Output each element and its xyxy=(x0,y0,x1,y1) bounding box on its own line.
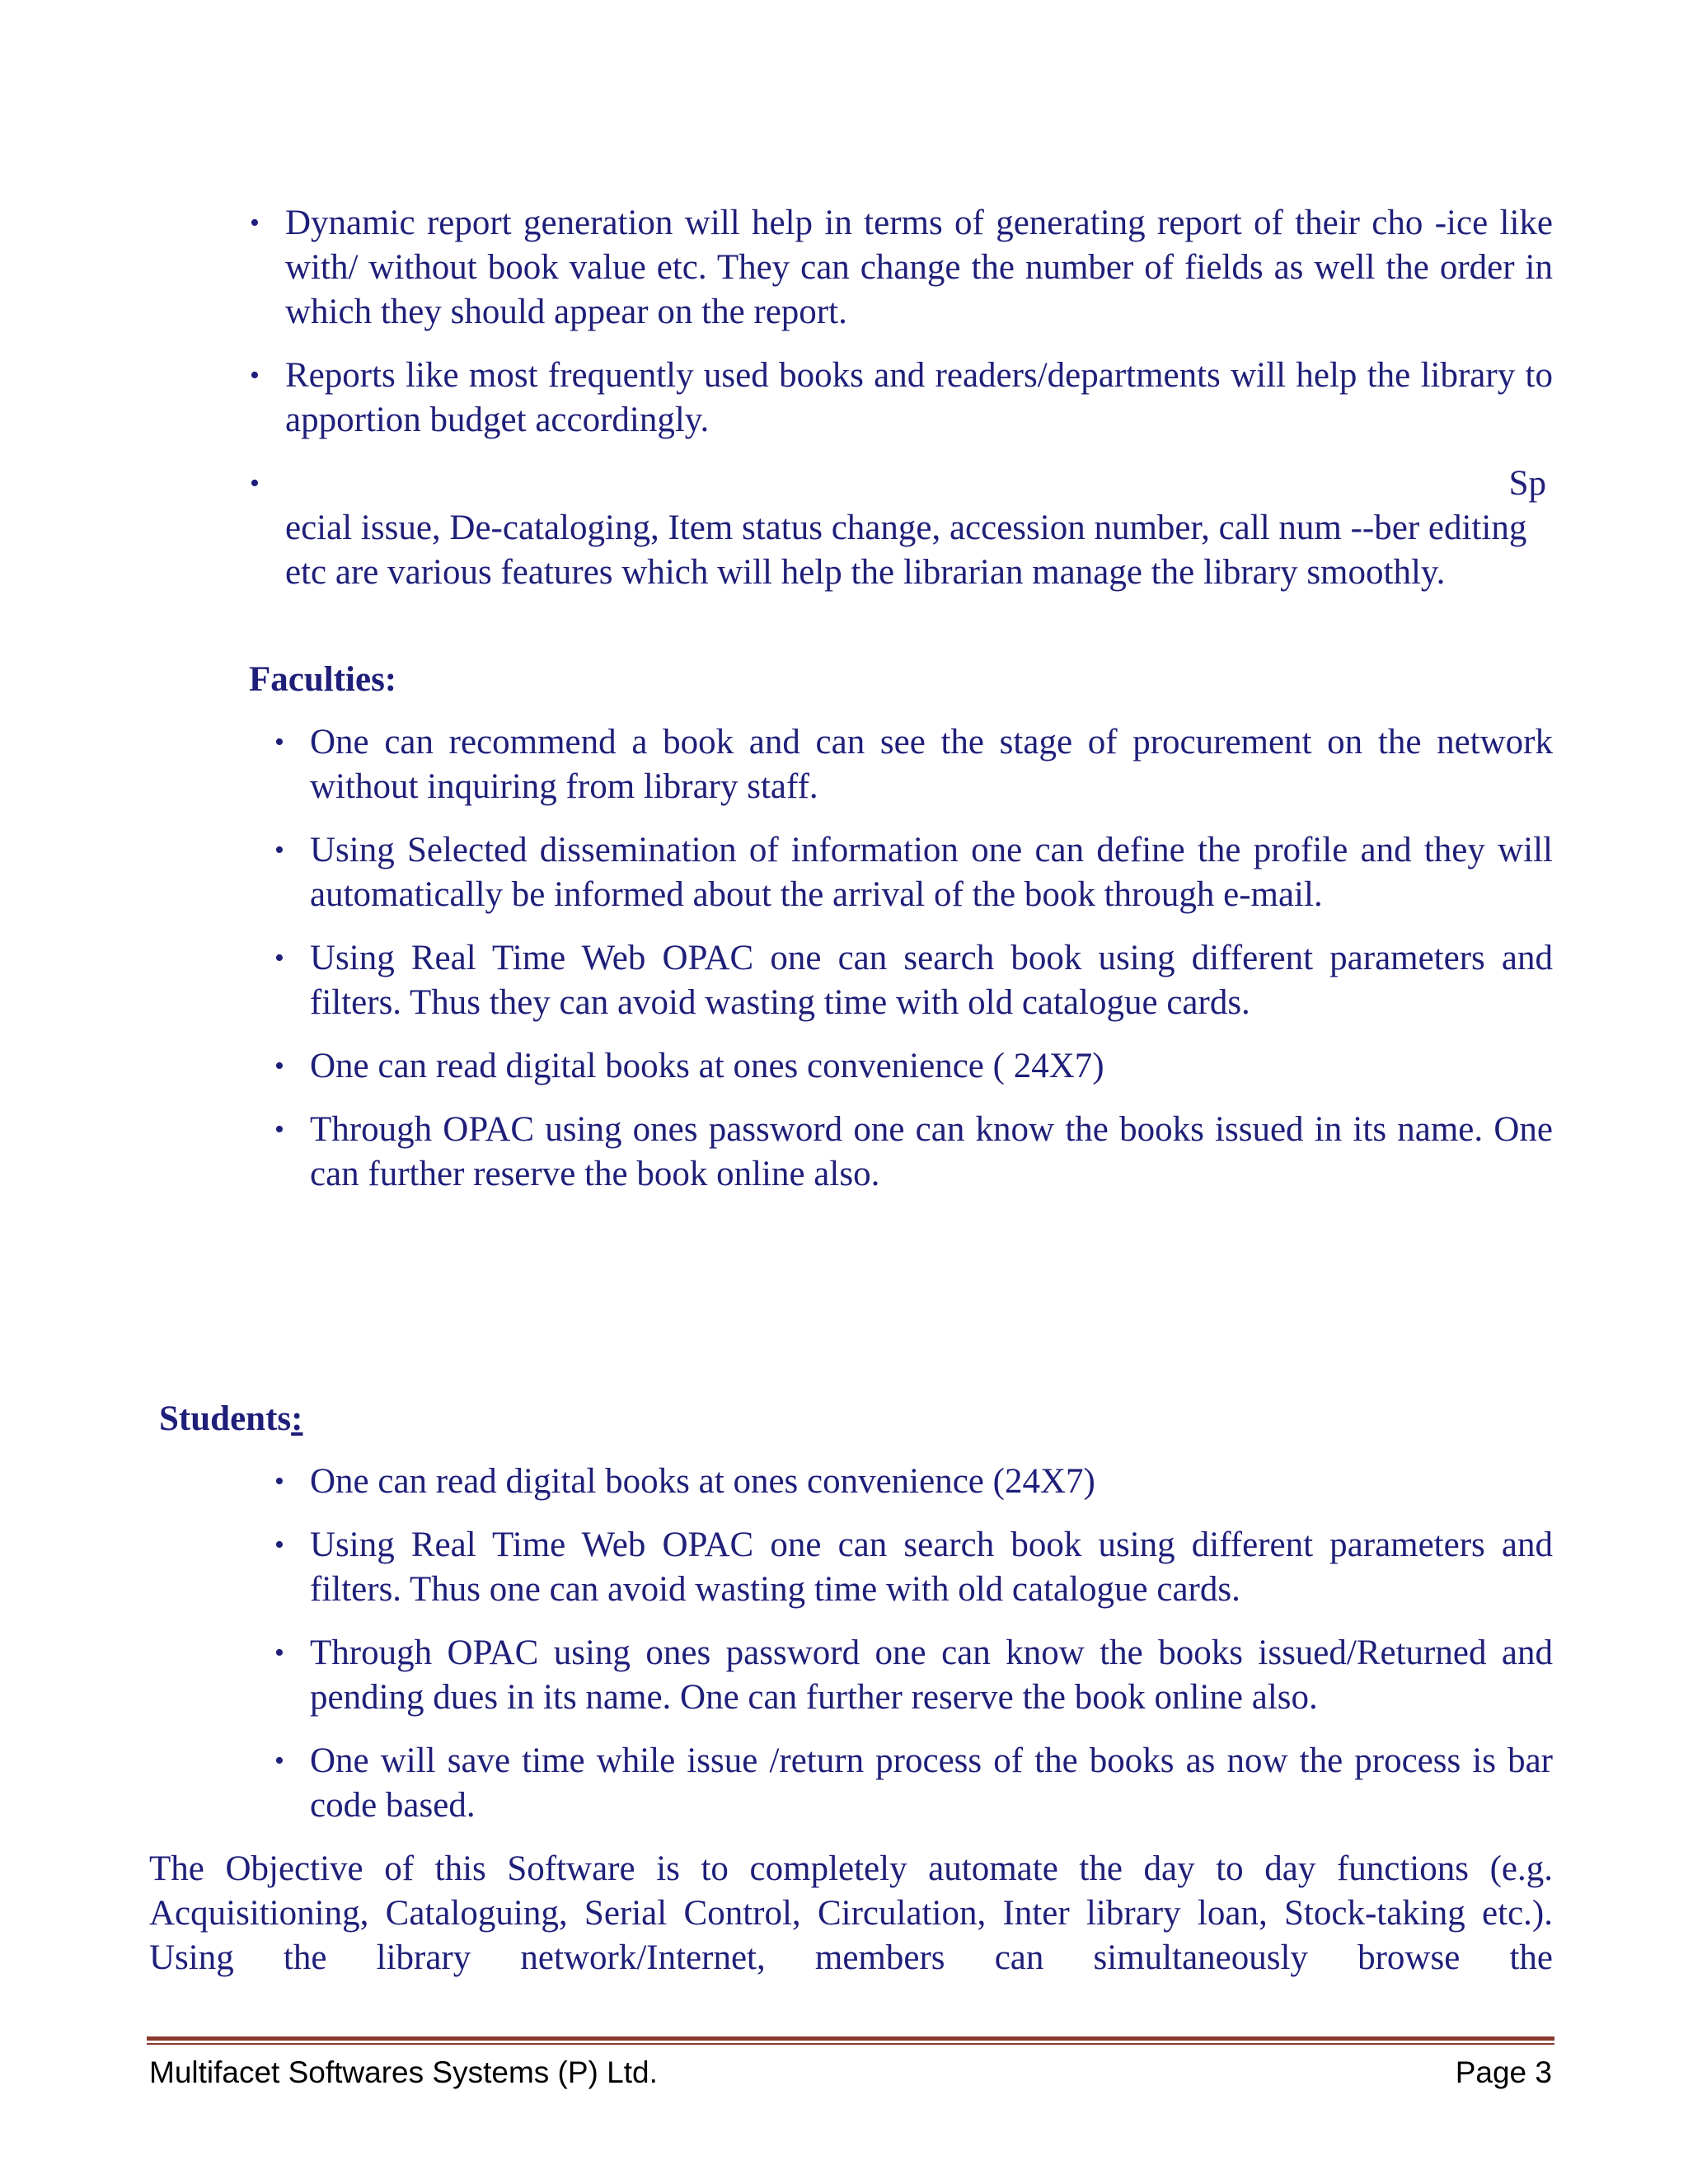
bullet-icon: • xyxy=(274,1530,284,1560)
bullet-icon: • xyxy=(250,468,260,499)
list-item xyxy=(274,1044,1553,1089)
list-item xyxy=(274,1739,1553,1828)
students-bullet-list xyxy=(274,1460,1553,1847)
footer-page-number: Page 3 xyxy=(1455,2055,1552,2089)
list-item-text: Using Real Time Web OPAC one can search book using different parameters and filters. Thus one can avoid wasting time with old catalogue cards. xyxy=(310,1526,1553,1609)
bullet-icon: • xyxy=(274,835,284,865)
footer-divider-thin xyxy=(147,2043,1554,2045)
bullet-icon: • xyxy=(274,1114,284,1145)
faculties-heading: Faculties: xyxy=(249,660,397,699)
faculties-bullet-list xyxy=(274,720,1553,1216)
list-item xyxy=(274,1523,1553,1612)
bullet-icon: • xyxy=(250,360,260,391)
list-item xyxy=(274,936,1553,1025)
students-heading-text: Students xyxy=(159,1399,292,1438)
list-item-text: One can read digital books at ones convenience ( 24X7) xyxy=(310,1047,1104,1085)
bullet-icon: • xyxy=(274,1638,284,1668)
bullet-icon: • xyxy=(250,208,260,238)
list-item-text: One will save time while issue /return process of the books as now the process is bar code based. xyxy=(310,1741,1553,1825)
list-item-text: One can recommend a book and can see the stage of procurement on the network without inquiring from library staff. xyxy=(310,723,1553,806)
list-item xyxy=(250,354,1553,443)
bullet-icon: • xyxy=(274,1051,284,1081)
list-item-lead-text: Sp xyxy=(1508,464,1546,503)
bullet-icon: • xyxy=(274,1466,284,1497)
list-item-text: Reports like most frequently used books and readers/departments will help the library to apportion budget accordingly. xyxy=(285,356,1553,439)
bullet-icon: • xyxy=(274,1746,284,1776)
footer-divider xyxy=(147,2036,1554,2041)
list-item-text: Through OPAC using ones password one can know the books issued in its name. One can further reserve the book online also. xyxy=(310,1110,1553,1193)
list-item xyxy=(274,1460,1553,1504)
list-item xyxy=(274,1631,1553,1720)
bullet-icon: • xyxy=(274,727,284,757)
list-item xyxy=(250,201,1553,335)
list-item-text: ecial issue, De-cataloging, Item status change, accession number, call num --ber editing etc are various features which will help the librarian manage the library smoothly. xyxy=(285,509,1527,592)
students-heading xyxy=(159,1397,302,1441)
list-item xyxy=(274,828,1553,917)
objective-paragraph: The Objective of this Software is to completely automate the day to day functions (e.g. Acquisitioning, Cataloguing, Serial Control, Circulation, Inter library loan, Stock-taking etc.). Using the library network/Internet, members can simultaneously browse the xyxy=(149,1849,1553,1977)
list-item-text: Using Real Time Web OPAC one can search book using different parameters and filters. Thus they can avoid wasting time with old catalogue cards. xyxy=(310,939,1553,1022)
students-heading-colon: : xyxy=(291,1399,303,1438)
list-item xyxy=(274,1108,1553,1197)
list-item-text: Dynamic report generation will help in terms of generating report of their cho -ice like with/ without book value etc. They can change the number of fields as well the order in which they should appear on the report. xyxy=(285,204,1553,331)
list-item-text: Through OPAC using ones password one can know the books issued/Returned and pending dues in its name. One can further reserve the book online also. xyxy=(310,1633,1553,1717)
top-bullet-list xyxy=(250,201,1553,614)
list-item-text: One can read digital books at ones convenience (24X7) xyxy=(310,1462,1095,1501)
list-item-text: Using Selected dissemination of information one can define the profile and they will automatically be informed about the arrival of the book through e-mail. xyxy=(310,831,1553,914)
bullet-icon: • xyxy=(274,943,284,973)
list-item xyxy=(250,462,1553,595)
list-item xyxy=(274,720,1553,809)
footer-company-name: Multifacet Softwares Systems (P) Ltd. xyxy=(149,2055,658,2089)
